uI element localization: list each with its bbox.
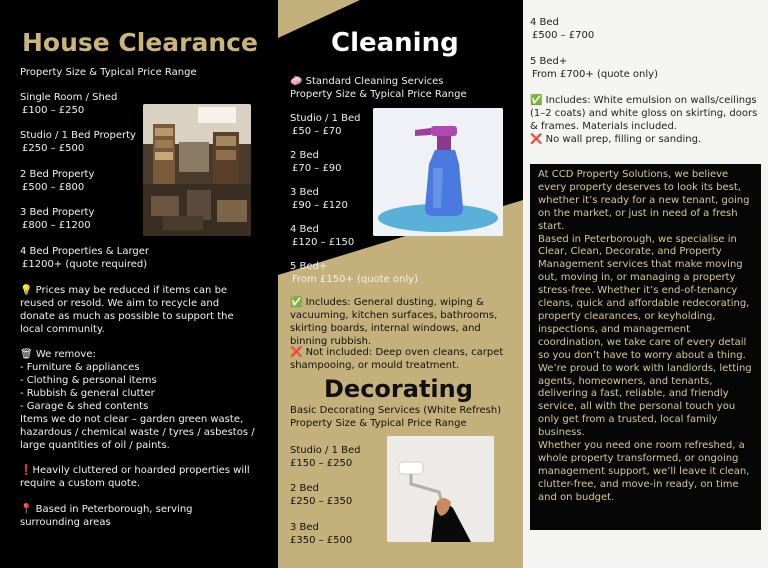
cleaning-size-price: £50 – £70 [292, 126, 342, 137]
about-box [530, 164, 761, 530]
decorating-includes: ✅ Includes: White emulsion on walls/ceilings (1–2 coats) and white gloss on skirting, doors & frames. Materials included. [530, 95, 758, 132]
remove-item: - Rubbish & general clutter [20, 388, 155, 399]
hoarded-note: ❗Heavily cluttered or hoarded properties will require a custom quote. [20, 465, 250, 489]
remove-item: - Clothing & personal items [20, 375, 157, 386]
decorating-size-price: £350 – £500 [290, 535, 353, 546]
decorating-size-name: 4 Bed [530, 17, 559, 28]
location-note: 📍 Based in Peterborough, serving surrounding areas [20, 504, 193, 528]
decorating-title: Decorating [324, 375, 473, 403]
clearance-size-price: £250 – £500 [22, 143, 85, 154]
cleaning-not-included: ❌ Not included: Deep oven cleans, carpet shampooing, or mould treatment. [290, 347, 504, 371]
clearance-size-price: £100 – £250 [22, 105, 85, 116]
cleaning-size-price: £120 – £150 [292, 237, 355, 248]
decorating-services-heading: Basic Decorating Services (White Refresh) [290, 405, 502, 416]
remove-item: - Garage & shed contents [20, 401, 149, 412]
decorating-size-price: From £700+ (quote only) [532, 69, 658, 80]
cleaning-title: Cleaning [331, 28, 459, 58]
recycle-note: 💡 Prices may be reduced if items can be reused or resold. We aim to recycle and donate as much as possible to support the local community. [20, 285, 234, 335]
cleaning-includes: ✅ Includes: General dusting, wiping & vacuuming, kitchen surfaces, bathrooms, skirting boards, internal windows, and binning rubbish. [290, 297, 498, 347]
decorating-size-name: 3 Bed [290, 522, 319, 533]
decorating-size-name: Studio / 1 Bed [290, 445, 361, 456]
clearance-size-price: £500 – £800 [22, 182, 85, 193]
cleaning-size-price: From £150+ (quote only) [292, 274, 418, 285]
clearance-size-name: 2 Bed Property [20, 169, 95, 180]
decorating-size-price: £250 – £350 [290, 496, 353, 507]
decorating-size-name: 5 Bed+ [530, 56, 568, 67]
clearance-size-name: Single Room / Shed [20, 92, 118, 103]
remove-heading: 🗑 We remove: [20, 349, 96, 360]
about-paragraph: We’re proud to work with landlords, letting agents, homeowners, and tenants, delivering a fast, reliable, and friendly service, all with the personal touch you only get from a trusted, local family business. [538, 362, 752, 439]
house-clearance-subtitle: Property Size & Typical Price Range [20, 67, 197, 78]
about-panel [523, 0, 768, 568]
decorating-size-price: £150 – £250 [290, 458, 353, 469]
spray-bottle-photo [373, 108, 503, 236]
paint-roller-photo [387, 436, 494, 542]
cleaning-size-price: £70 – £90 [292, 163, 342, 174]
cleaning-size-name: 2 Bed [290, 150, 319, 161]
cleaning-size-name: 3 Bed [290, 187, 319, 198]
cleaning-size-price: £90 – £120 [292, 200, 348, 211]
clearance-size-name: 3 Bed Property [20, 207, 95, 218]
about-paragraph: Whether you need one room refreshed, a whole property transformed, or ongoing management support, we’ll leave it clean, clutter-free, and move-in ready, on time and on budget. [538, 440, 750, 503]
cleaning-services-heading: 🧼 Standard Cleaning Services [290, 76, 444, 87]
about-paragraph: Based in Peterborough, we specialise in Clear, Clean, Decorate, and Property Management services that make moving out, moving in, or managing a property stress-free. Whether it’s end-of-tenancy cleans, quick and affordable redecorating, property clearances, or keyholding, inspections, and management coordination, we take care of every detail so you don’t have to worry about a thing. [538, 233, 750, 361]
about-paragraph: At CCD Property Solutions, we believe every property deserves to look its best, whether it’s ready for a new tenant, going on the market, or just in need of a fresh start. [538, 169, 750, 232]
decorating-size-name: 2 Bed [290, 483, 319, 494]
clearance-size-price: £1200+ (quote required) [22, 259, 148, 270]
decorating-size-price: £500 – £700 [532, 30, 595, 41]
remove-item: - Furniture & appliances [20, 362, 140, 373]
clearance-size-name: Studio / 1 Bed Property [20, 130, 136, 141]
house-clearance-panel [0, 0, 278, 568]
house-clearance-title: House Clearance [22, 28, 258, 57]
cleaning-size-name: Studio / 1 Bed [290, 113, 361, 124]
decorating-subtitle: Property Size & Typical Price Range [290, 418, 467, 429]
exclusions-note: Items we do not clear – garden green waste, hazardous / chemical waste / tyres / asbestos / large quantities of oil / paints. [20, 414, 255, 451]
clearance-size-price: £800 – £1200 [22, 220, 91, 231]
decorating-not-included: ❌ No wall prep, filling or sanding. [530, 134, 702, 145]
cluttered-room-photo [143, 104, 251, 236]
cleaning-size-name: 4 Bed [290, 224, 319, 235]
cleaning-subtitle: Property Size & Typical Price Range [290, 89, 467, 100]
cleaning-decorating-panel [278, 0, 523, 568]
cleaning-size-name: 5 Bed+ [290, 261, 328, 272]
clearance-size-name: 4 Bed Properties & Larger [20, 246, 150, 257]
